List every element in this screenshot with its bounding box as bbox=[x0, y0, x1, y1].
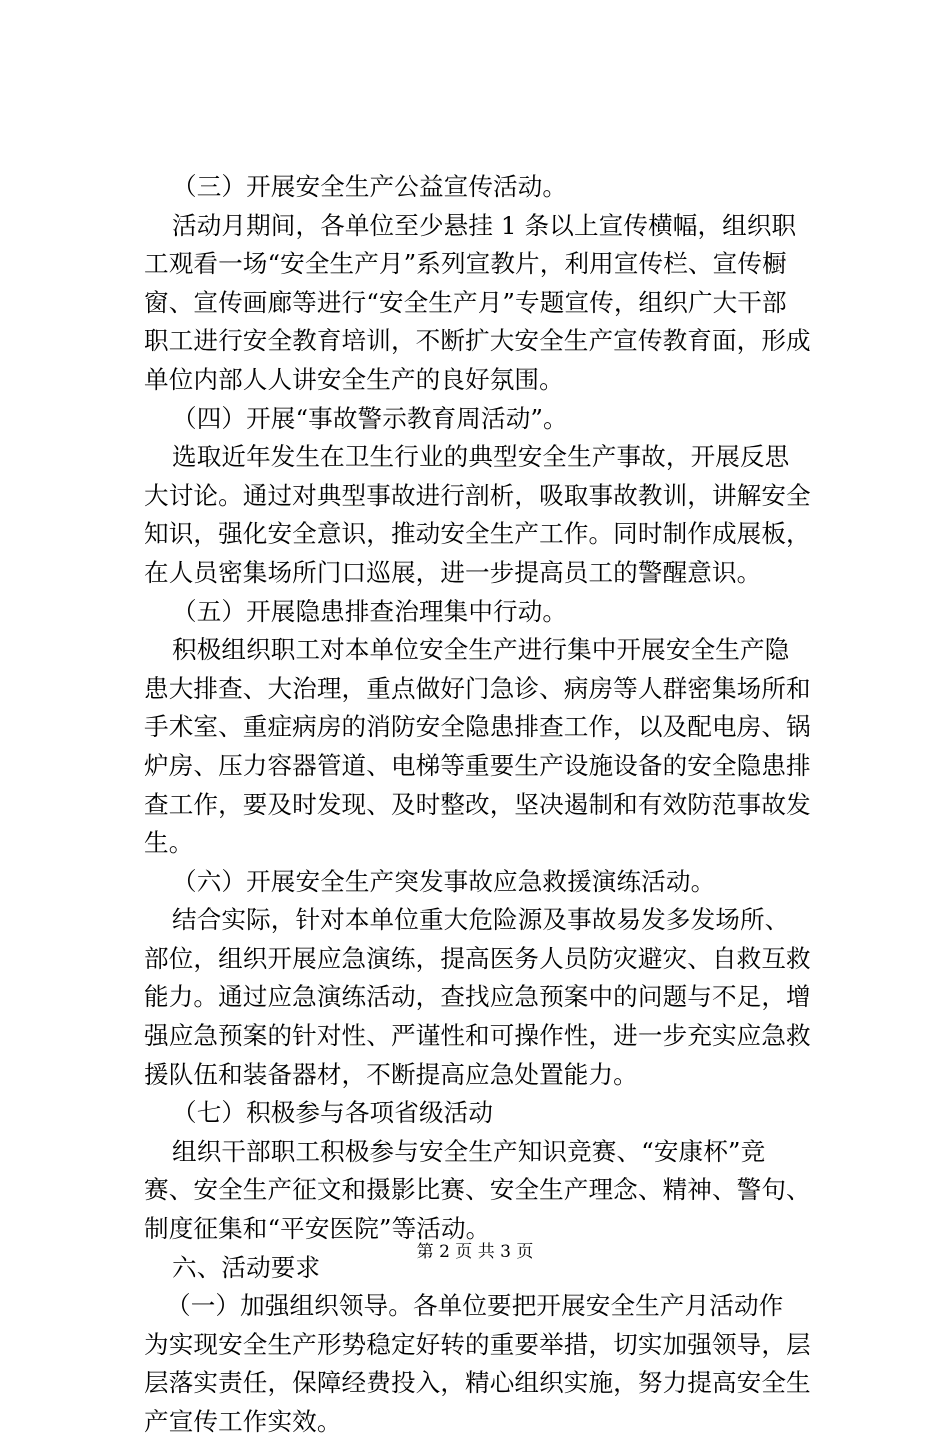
text-line: 结合实际，针对本单位重大危险源及事故易发多发场所、 bbox=[172, 905, 790, 935]
text-line: 组织干部职工积极参与安全生产知识竞赛、“安康杯”竞 bbox=[172, 1136, 766, 1166]
text-line: （一）加强组织领导。各单位要把开展安全生产月活动作 bbox=[166, 1291, 784, 1321]
text-line: 强应急预案的针对性、严谨性和可操作性，进一步充实应急救 bbox=[144, 1021, 811, 1051]
text-line: 生。 bbox=[144, 828, 194, 858]
text-line: （五）开展隐患排查治理集中行动。 bbox=[172, 596, 568, 626]
text-line: 为实现安全生产形势稳定好转的重要举措，切实加强领导，层 bbox=[144, 1329, 811, 1359]
text-line: 患大排查、大治理，重点做好门急诊、病房等人群密集场所和 bbox=[144, 673, 811, 703]
text-line: 手术室、重症病房的消防安全隐患排查工作，以及配电房、锅 bbox=[144, 712, 811, 742]
text-line: 选取近年发生在卫生行业的典型安全生产事故，开展反思 bbox=[172, 442, 790, 472]
text-line: 六、活动要求 bbox=[172, 1252, 321, 1282]
text-line: 炉房、压力容器管道、电梯等重要生产设施设备的安全隐患排 bbox=[144, 750, 811, 780]
text-line: 活动月期间，各单位至少悬挂 1 条以上宣传横幅，组织职 bbox=[172, 210, 797, 240]
text-line: 产宣传工作实效。 bbox=[144, 1407, 342, 1436]
text-line: 在人员密集场所门口巡展，进一步提高员工的警醒意识。 bbox=[144, 557, 762, 587]
page-footer: 第 2 页 共 3 页 bbox=[416, 1242, 534, 1262]
text-line: 制度征集和“平安医院”等活动。 bbox=[144, 1214, 491, 1244]
text-line: 单位内部人人讲安全生产的良好氛围。 bbox=[144, 364, 564, 394]
text-line: （七）积极参与各项省级活动 bbox=[172, 1098, 494, 1128]
text-line: （六）开展安全生产突发事故应急救援演练活动。 bbox=[172, 866, 716, 896]
text-line: 知识，强化安全意识，推动安全生产工作。同时制作成展板， bbox=[144, 519, 811, 549]
text-line: 能力。通过应急演练活动，查找应急预案中的问题与不足，增 bbox=[144, 982, 811, 1012]
text-line: 职工进行安全教育培训，不断扩大安全生产宣传教育面，形成 bbox=[144, 326, 811, 356]
text-line: 窗、宣传画廊等进行“安全生产月”专题宣传，组织广大干部 bbox=[144, 287, 787, 317]
text-line: 查工作，要及时发现、及时整改，坚决遏制和有效防范事故发 bbox=[144, 789, 811, 819]
text-line: 大讨论。通过对典型事故进行剖析，吸取事故教训，讲解安全 bbox=[144, 480, 811, 510]
text-line: 层落实责任，保障经费投入，精心组织实施，努力提高安全生 bbox=[144, 1368, 811, 1398]
text-line: 援队伍和装备器材，不断提高应急处置能力。 bbox=[144, 1059, 638, 1089]
text-line: 工观看一场“安全生产月”系列宣教片，利用宣传栏、宣传橱 bbox=[144, 249, 787, 279]
text-line: （四）开展“事故警示教育周活动”。 bbox=[172, 403, 568, 433]
text-line: 赛、安全生产征文和摄影比赛、安全生产理念、精神、警句、 bbox=[144, 1175, 811, 1205]
text-line: 部位，组织开展应急演练，提高医务人员防灾避灾、自救互救 bbox=[144, 943, 811, 973]
text-line: （三）开展安全生产公益宣传活动。 bbox=[172, 172, 568, 201]
text-line: 积极组织职工对本单位安全生产进行集中开展安全生产隐 bbox=[172, 635, 790, 665]
